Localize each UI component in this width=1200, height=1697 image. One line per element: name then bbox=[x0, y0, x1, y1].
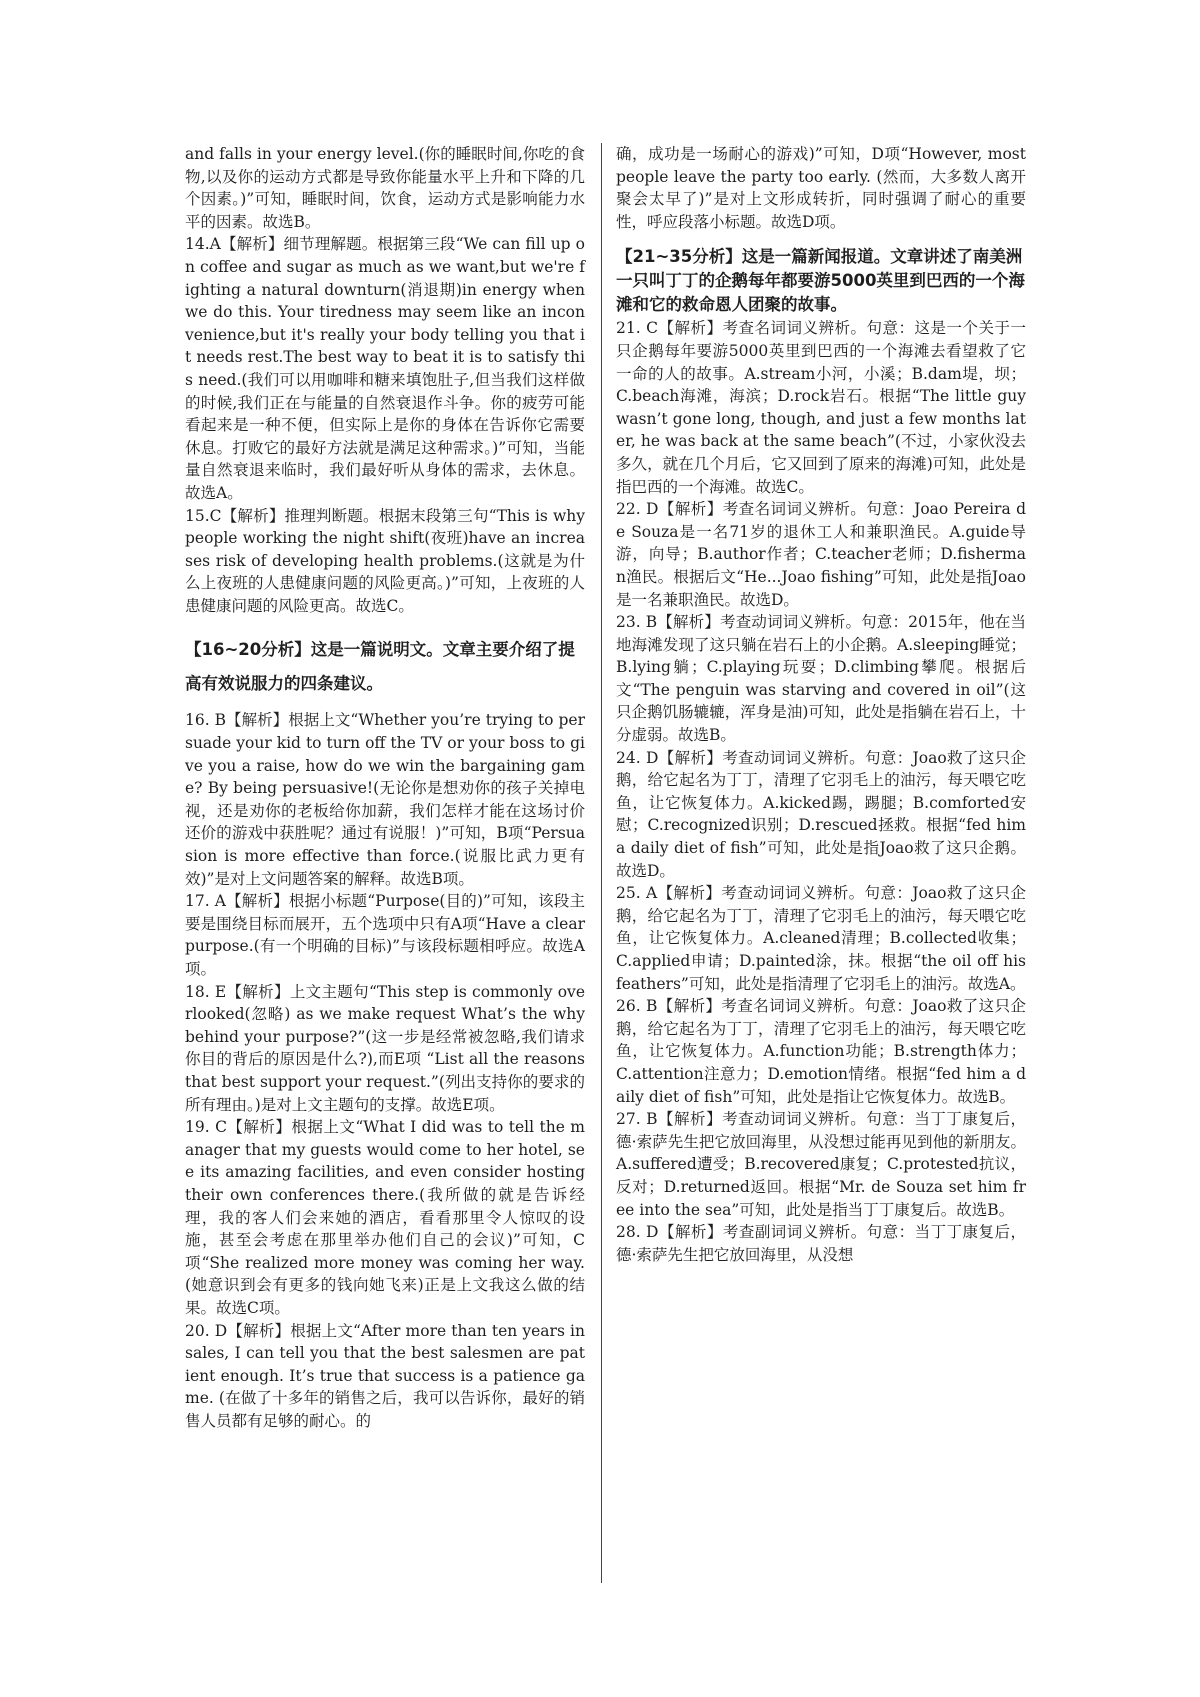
answer-18: 18. E【解析】上文主题句“This step is commonly overlooked(忽略) as we make request What’s the why behind your purpose?”(这一步是经常被忽略,我们请求你目的背后的原因是什么?),而E项 “List all the reasons that best support your request.”(列出支持你的要求的所有理由。)是对上文主题句的支撑。故选E项。 bbox=[185, 982, 585, 1114]
column-divider bbox=[601, 143, 602, 1583]
answer-28: 28. D【解析】考查副词词义辨析。句意：当丁丁康复后，德·索萨先生把它放回海里，从没想 bbox=[616, 1223, 1026, 1264]
answer-19: 19. C【解析】根据上文“What I did was to tell the manager that my guests would come to her hotel, see its amazing facilities, and even consider hosting their own conferences there.(我所做的就是告诉经理，我的客人们会来她的酒店，看看那里令人惊叹的设施，甚至会考虑在那里举办他们自己的会议)”可知，C项“She realized more money was coming her way. (她意识到会有更多的钱向她飞来)正是上文我这么做的结果。故选C项。 bbox=[185, 1118, 585, 1317]
answer-14-continuation: and falls in your energy level.(你的睡眠时间,你吃的食物,以及你的运动方式都是导致你能量水平上升和下降的几个因素。)”可知，睡眠时间，饮食，运动方式是影响能力水平的因素。故选B。 bbox=[185, 145, 585, 231]
section-heading-16-20: 【16~20分析】这是一篇说明文。文章主要介绍了提高有效说服力的四条建议。 bbox=[185, 640, 575, 694]
answer-21: 21. C【解析】考查名词词义辨析。句意：这是一个关于一只企鹅每年要游5000英里到巴西的一个海滩去看望救了它一命的人的故事。A.stream小河，小溪；B.dam堤，坝；C.beach海滩，海滨；D.rock岩石。根据“The little guy wasn’t gone long, though, and just a few months later, he was back at the same beach”(不过，小家伙没去多久，就在几个月后，它又回到了原来的海滩)可知，此处是指巴西的一个海滩。故选C。 bbox=[616, 319, 1026, 496]
answer-27: 27. B【解析】考查动词词义辨析。句意：当丁丁康复后，德·索萨先生把它放回海里，从没想过能再见到他的新朋友。A.suffered遭受；B.recovered康复；C.protested抗议，反对；D.returned返回。根据“Mr. de Souza set him free into the sea”可知，此处是指当丁丁康复后。故选B。 bbox=[616, 1110, 1026, 1219]
section-heading-21-35: 【21~35分析】这是一篇新闻报道。文章讲述了南美洲一只叫丁丁的企鹅每年都要游5000英里到巴西的一个海滩和它的救命恩人团聚的故事。 bbox=[616, 247, 1025, 315]
answer-20: 20. D【解析】根据上文“After more than ten years in sales, I can tell you that the best salesmen are patient enough. It’s true that success is a patience game. (在做了十多年的销售之后，我可以告诉你，最好的销售人员都有足够的耐心。的 bbox=[185, 1321, 585, 1430]
answer-26: 26. B【解析】考查名词词义辨析。句意：Joao救了这只企鹅，给它起名为丁丁，清理了它羽毛上的油污，每天喂它吃鱼，让它恢复体力。A.function功能；B.strength体力；C.attention注意力；D.emotion情绪。根据“fed him a daily diet of fish”可知，此处是指让它恢复体力。故选B。 bbox=[616, 997, 1026, 1106]
answer-20-continuation: 确，成功是一场耐心的游戏)”可知，D项“However, most people leave the party too early. (然而，大多数人离开聚会太早了)”是对上文形成转折，同时强调了耐心的重要性，呼应段落小标题。故选D项。 bbox=[616, 145, 1026, 231]
answer-25: 25. A【解析】考查动词词义辨析。句意：Joao救了这只企鹅，给它起名为丁丁，清理了它羽毛上的油污，每天喂它吃鱼，让它恢复体力。A.cleaned清理；B.collected收集；C.applied申请；D.painted涂，抹。根据“the oil off his feathers”可知，此处是指清理了它羽毛上的油污。故选A。 bbox=[616, 884, 1026, 993]
answer-15: 15.C【解析】推理判断题。根据末段第三句“This is why people working the night shift(夜班)have an increases risk of developing health problems.(这就是为什么上夜班的人患健康问题的风险更高。)”可知，上夜班的人患健康问题的风险更高。故选C。 bbox=[185, 506, 585, 615]
right-column bbox=[616, 143, 1026, 1266]
answer-14: 14.A【解析】细节理解题。根据第三段“We can fill up on coffee and sugar as much as we want,but we're fighting a natural downturn(消退期)in energy when we do this. Your tiredness may seem like an inconvenience,but it's really your body telling you that it needs rest.The best way to beat it is to satisfy this need.(我们可以用咖啡和糖来填饱肚子,但当我们这样做的时候,我们正在与能量的自然衰退作斗争。你的疲劳可能看起来是一种不便，但实际上是你的身体在告诉你它需要休息。打败它的最好方法就是满足这种需求。)”可知，当能量自然衰退来临时，我们最好听从身体的需求，去休息。故选A。 bbox=[185, 235, 585, 502]
answer-24: 24. D【解析】考查动词词义辨析。句意：Joao救了这只企鹅，给它起名为丁丁，清理了它羽毛上的油污，每天喂它吃鱼，让它恢复体力。A.kicked踢，踢腿；B.comforted安慰；C.recognized识别；D.rescued拯救。根据“fed him a daily diet of fish”可知，此处是指Joao救了这只企鹅。故选D。 bbox=[616, 748, 1026, 880]
answer-22: 22. D【解析】考查名词词义辨析。句意：Joao Pereira de Souza是一名71岁的退休工人和兼职渔民。A.guide导游，向导；B.author作者；C.teacher老师；D.fisherman渔民。根据后文“He...Joao fishing”可知，此处是指Joao是一名兼职渔民。故选D。 bbox=[616, 500, 1026, 609]
left-column bbox=[185, 143, 585, 1432]
answer-17: 17. A【解析】根据小标题“Purpose(目的)”可知，该段主要是围绕目标而展开，五个选项中只有A项“Have a clear purpose.(有一个明确的目标)”与该段标题相呼应。故选A项。 bbox=[185, 892, 585, 978]
answer-16: 16. B【解析】根据上文“Whether you’re trying to persuade your kid to turn off the TV or your boss to give you a raise, how do we win the bargaining game? By being persuasive!(无论你是想劝你的孩子关掉电视，还是劝你的老板给你加薪，我们怎样才能在这场讨价还价的游戏中获胜呢？通过有说服！)”可知，B项“Persuasion is more effective than force.(说服比武力更有效)”是对上文问题答案的解释。故选B项。 bbox=[185, 711, 585, 888]
answer-23: 23. B【解析】考查动词词义辨析。句意：2015年，他在当地海滩发现了这只躺在岩石上的小企鹅。A.sleeping睡觉；B.lying躺；C.playing玩耍；D.climbing攀爬。根据后文“The penguin was starving and covered in oil”(这只企鹅饥肠辘辘，浑身是油)可知，此处是指躺在岩石上，十分虚弱。故选B。 bbox=[616, 613, 1026, 745]
